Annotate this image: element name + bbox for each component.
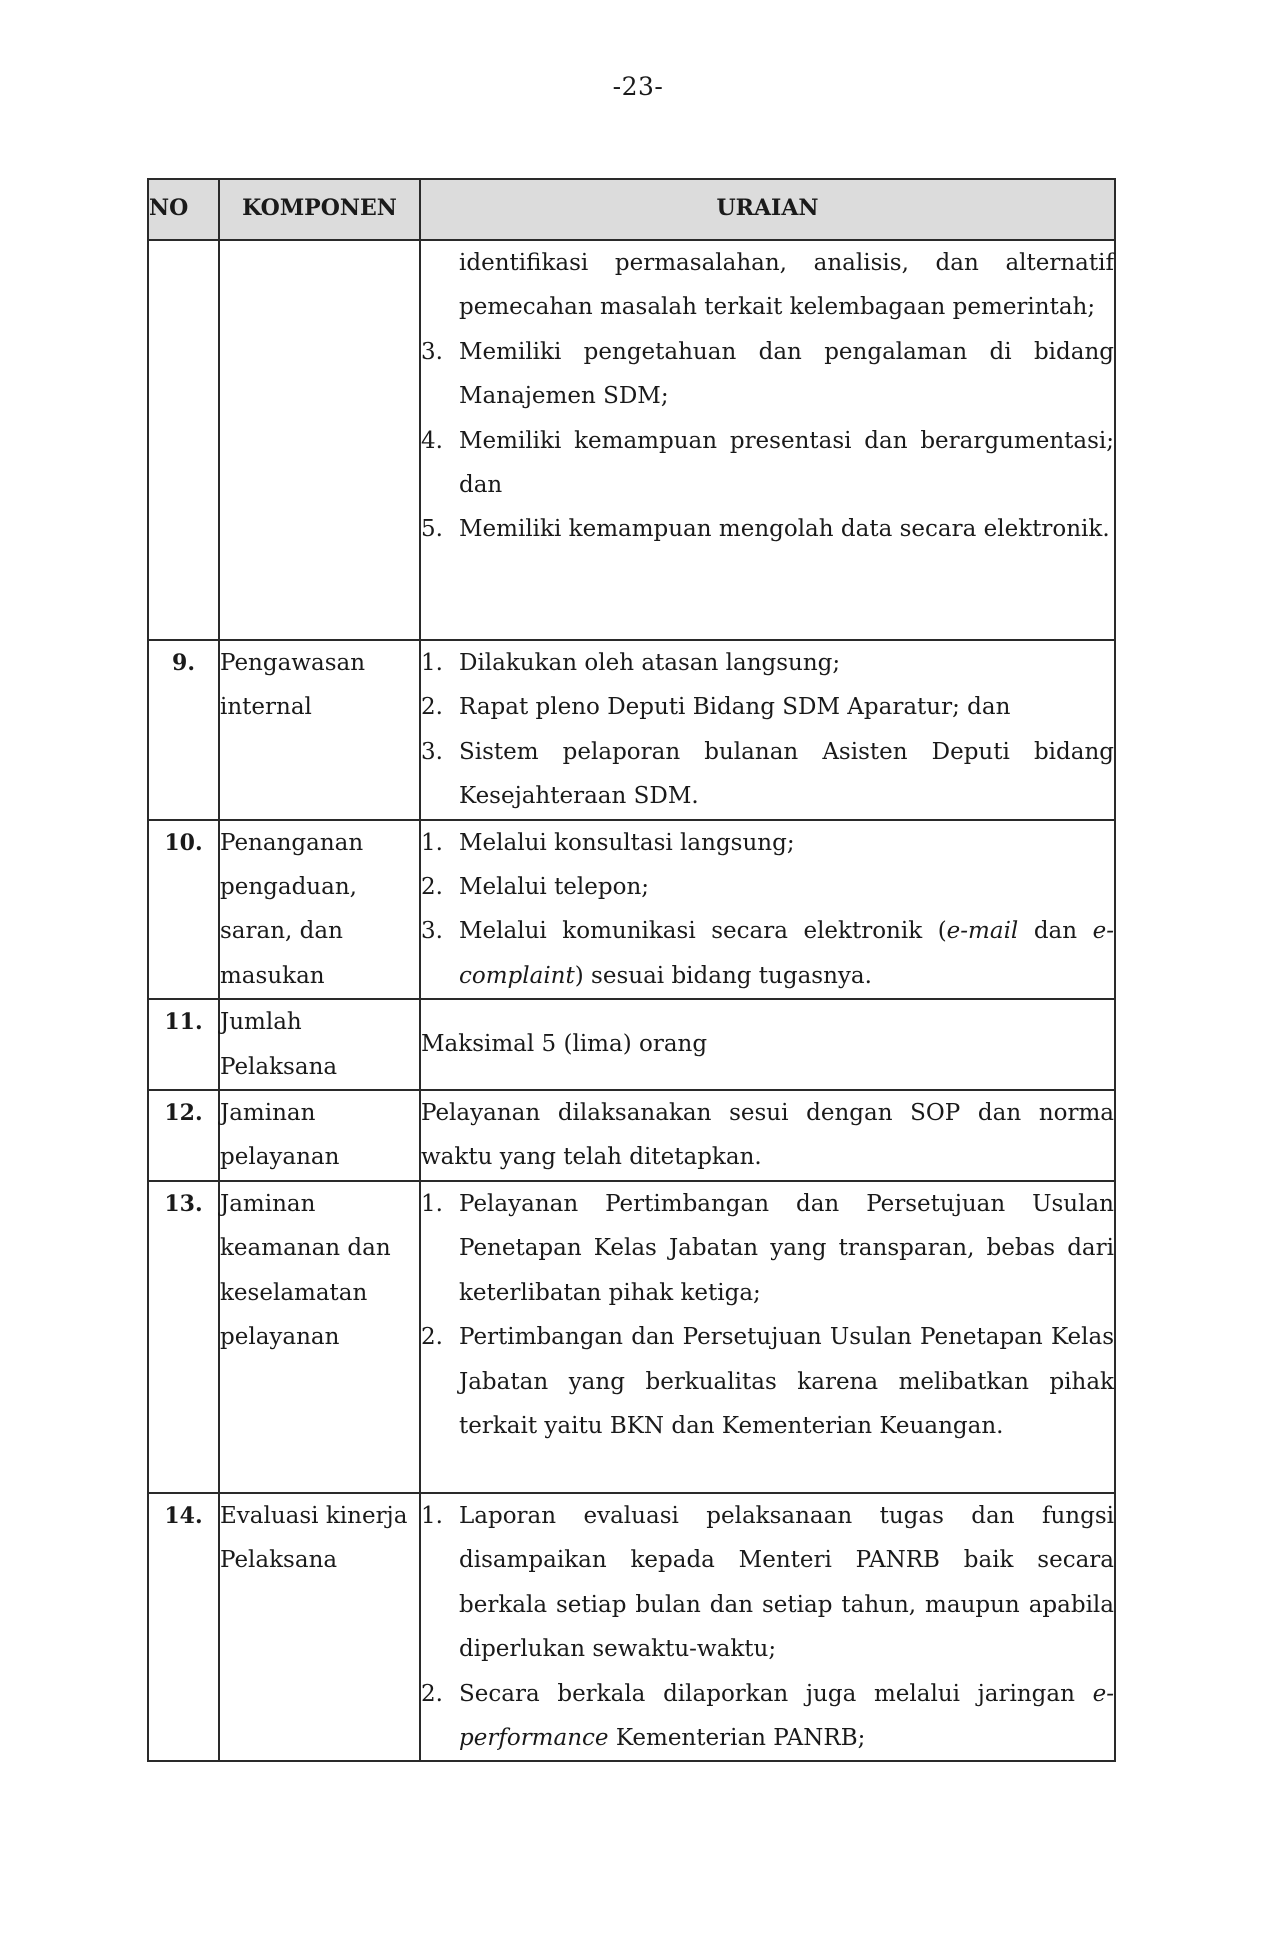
list-item [421, 419, 1114, 508]
list-text [459, 909, 1114, 998]
cell-no: 10. [148, 820, 219, 1000]
cell-komponen: Penanganan pengaduan, saran, dan masukan [219, 820, 420, 1000]
list-text: Memiliki kemampuan presentasi dan berargumentasi; dan [459, 427, 1114, 499]
list-item [421, 1494, 1114, 1672]
list-text: Pertimbangan dan Persetujuan Usulan Penetapan Kelas Jabatan yang berkualitas karena melibatkan pihak terkait yaitu BKN dan Kementerian Keuangan. [459, 1324, 1114, 1439]
list-text: Rapat pleno Deputi Bidang SDM Aparatur; dan [459, 694, 1011, 721]
text-segment: Secara berkala dilaporkan juga melalui jaringan [459, 1680, 1093, 1707]
italic-term: e-mail [946, 918, 1019, 945]
cell-no: 11. [148, 999, 219, 1090]
table-row-14 [148, 1493, 1115, 1761]
cell-komponen: Evaluasi kinerja Pelaksana [219, 1493, 420, 1761]
table-row-12 [148, 1090, 1115, 1181]
cell-uraian [420, 640, 1115, 820]
cell-uraian [420, 1181, 1115, 1493]
header-uraian: URAIAN [420, 179, 1115, 240]
cell-uraian [420, 1090, 1115, 1181]
header-no: NO [148, 179, 219, 240]
list-item [421, 1182, 1114, 1315]
cell-no: 12. [148, 1090, 219, 1181]
list-text: Laporan evaluasi pelaksanaan tugas dan fungsi disampaikan kepada Menteri PANRB baik secara berkala setiap bulan dan setiap tahun, maupun apabila diperlukan sewaktu-waktu; [459, 1502, 1114, 1663]
list-item [421, 330, 1114, 419]
list-number: 1. [421, 650, 443, 676]
cell-komponen: Jaminan keamanan dan keselamatan pelayanan [219, 1181, 420, 1493]
list-item [421, 909, 1114, 998]
text-segment: dan [1018, 918, 1093, 945]
list-item [421, 1672, 1114, 1761]
service-standard-table [147, 178, 1116, 1762]
cell-komponen: Pengawasan internal [219, 640, 420, 820]
list-item [421, 641, 1114, 685]
list-number: 1. [421, 1190, 443, 1217]
table-row-continuation [148, 240, 1115, 640]
uraian-text: Maksimal 5 (lima) orang [421, 1031, 708, 1058]
list-number: 2. [421, 694, 443, 721]
table-row-13 [148, 1181, 1115, 1493]
cell-uraian [420, 240, 1115, 640]
italic-term: e-performance [459, 1680, 1114, 1751]
list-text [459, 1672, 1114, 1761]
list-item [421, 821, 1114, 865]
list-text: Memiliki pengetahuan dan pengalaman di bidang Manajemen SDM; [459, 338, 1114, 410]
list-text: Pelayanan Pertimbangan dan Persetujuan Usulan Penetapan Kelas Jabatan yang transparan, bebas dari keterlibatan pihak ketiga; [459, 1190, 1114, 1306]
list-number: 1. [421, 1502, 443, 1529]
text-segment: ) sesuai bidang tugasnya. [574, 962, 872, 989]
list-number: 2. [421, 874, 443, 901]
list-number: 1. [421, 829, 443, 856]
list-item [421, 865, 1114, 909]
cell-no: 9. [148, 640, 219, 820]
list-text: Memiliki kemampuan mengolah data secara elektronik. [459, 516, 1110, 543]
list-number: 5. [421, 516, 443, 543]
cell-no [148, 240, 219, 640]
cell-no: 14. [148, 1493, 219, 1761]
list-item [421, 1315, 1114, 1448]
text-segment: Melalui komunikasi secara elektronik ( [459, 918, 947, 945]
list-number: 2. [421, 1680, 443, 1707]
header-komponen: KOMPONEN [219, 179, 420, 240]
table-header-row [148, 179, 1115, 240]
table-row-9 [148, 640, 1115, 820]
table-row-10 [148, 820, 1115, 1000]
list-number: 3. [421, 338, 443, 365]
cell-uraian [420, 999, 1115, 1090]
list-text: Dilakukan oleh atasan langsung; [459, 650, 841, 676]
page-number: -23- [612, 72, 664, 101]
cell-komponen: Jumlah Pelaksana [219, 999, 420, 1090]
list-item [421, 730, 1114, 819]
text-segment: Kementerian PANRB; [608, 1724, 866, 1751]
cell-no: 13. [148, 1181, 219, 1493]
cell-komponen [219, 240, 420, 640]
list-text: Melalui telepon; [459, 874, 650, 901]
cell-uraian [420, 1493, 1115, 1761]
uraian-text: Pelayanan dilaksanakan sesui dengan SOP dan norma waktu yang telah ditetapkan. [421, 1100, 1114, 1171]
table-row-11 [148, 999, 1115, 1090]
list-number: 4. [421, 427, 443, 454]
cell-uraian [420, 820, 1115, 1000]
list-number: 2. [421, 1324, 443, 1351]
list-number: 3. [421, 738, 443, 765]
italic-term: e-complaint [459, 918, 1115, 989]
cell-komponen: Jaminan pelayanan [219, 1090, 420, 1181]
list-text: Melalui konsultasi langsung; [459, 829, 795, 856]
list-number: 3. [421, 918, 443, 945]
list-item [421, 507, 1114, 551]
list-item [421, 685, 1114, 729]
continuation-text: identifikasi permasalahan, analisis, dan alternatif pemecahan masalah terkait kelembagaan pemerintah; [459, 250, 1114, 321]
list-text: Sistem pelaporan bulanan Asisten Deputi bidang Kesejahteraan SDM. [459, 738, 1114, 810]
